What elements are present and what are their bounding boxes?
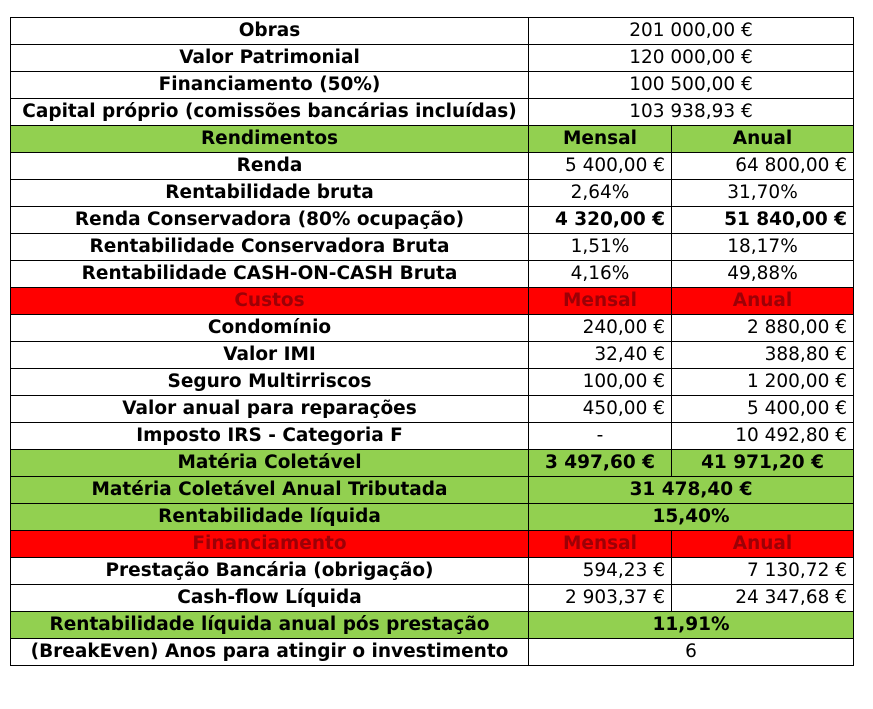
table-row [11, 72, 854, 99]
row-value: 100 500,00 € [529, 72, 854, 99]
column-header-anual: Anual [672, 288, 854, 315]
anual-value: 7 130,72 € [672, 558, 854, 585]
row-value: 31 478,40 € [529, 477, 854, 504]
table-row [11, 99, 854, 126]
anual-value: 51 840,00 € [672, 207, 854, 234]
anual-value: 1 200,00 € [672, 369, 854, 396]
mensal-value: 1,51% [529, 234, 672, 261]
anual-value: 18,17% [672, 234, 854, 261]
row-label: Rentabilidade líquida [11, 504, 529, 531]
section-header-custos [11, 288, 854, 315]
rentabilidade-liquida-row [11, 504, 854, 531]
breakeven-row [11, 639, 854, 666]
row-label: Renda [11, 153, 529, 180]
row-label: Rentabilidade Conservadora Bruta [11, 234, 529, 261]
section-title: Rendimentos [11, 126, 529, 153]
materia-coletavel-anual-row [11, 477, 854, 504]
anual-value: 24 347,68 € [672, 585, 854, 612]
row-label: Matéria Coletável Anual Tributada [11, 477, 529, 504]
column-header-mensal: Mensal [529, 126, 672, 153]
section-header-rendimentos [11, 126, 854, 153]
anual-value: 31,70% [672, 180, 854, 207]
row-label: Prestação Bancária (obrigação) [11, 558, 529, 585]
table-row [11, 585, 854, 612]
mensal-value: 5 400,00 € [529, 153, 672, 180]
table-row [11, 18, 854, 45]
table-row [11, 261, 854, 288]
anual-value: 10 492,80 € [672, 423, 854, 450]
mensal-value: 2,64% [529, 180, 672, 207]
column-header-anual: Anual [672, 126, 854, 153]
table-row [11, 423, 854, 450]
table-row [11, 234, 854, 261]
mensal-value: 4 320,00 € [529, 207, 672, 234]
anual-value: 388,80 € [672, 342, 854, 369]
row-label: Seguro Multirriscos [11, 369, 529, 396]
mensal-value: 32,40 € [529, 342, 672, 369]
row-label: Cash-flow Líquida [11, 585, 529, 612]
row-label: (BreakEven) Anos para atingir o investimento [11, 639, 529, 666]
row-label: Valor Patrimonial [11, 45, 529, 72]
mensal-value: 240,00 € [529, 315, 672, 342]
row-label: Valor anual para reparações [11, 396, 529, 423]
anual-value: 2 880,00 € [672, 315, 854, 342]
table-row [11, 45, 854, 72]
section-title: Custos [11, 288, 529, 315]
section-title: Financiamento [11, 531, 529, 558]
anual-value: 49,88% [672, 261, 854, 288]
row-value: 11,91% [529, 612, 854, 639]
row-label: Condomínio [11, 315, 529, 342]
mensal-value: 100,00 € [529, 369, 672, 396]
row-label: Rentabilidade CASH-ON-CASH Bruta [11, 261, 529, 288]
row-label: Capital próprio (comissões bancárias incluídas) [11, 99, 529, 126]
column-header-anual: Anual [672, 531, 854, 558]
row-value: 15,40% [529, 504, 854, 531]
investment-table [10, 17, 854, 666]
row-label: Matéria Coletável [11, 450, 529, 477]
row-label: Imposto IRS - Categoria F [11, 423, 529, 450]
section-header-financiamento [11, 531, 854, 558]
row-value: 120 000,00 € [529, 45, 854, 72]
table-row [11, 558, 854, 585]
table-row [11, 180, 854, 207]
anual-value: 41 971,20 € [672, 450, 854, 477]
row-label: Renda Conservadora (80% ocupação) [11, 207, 529, 234]
mensal-value: 4,16% [529, 261, 672, 288]
row-label: Financiamento (50%) [11, 72, 529, 99]
row-value: 103 938,93 € [529, 99, 854, 126]
table-row [11, 153, 854, 180]
anual-value: 64 800,00 € [672, 153, 854, 180]
rentabilidade-pos-prestacao-row [11, 612, 854, 639]
column-header-mensal: Mensal [529, 288, 672, 315]
row-label: Rentabilidade bruta [11, 180, 529, 207]
mensal-value: 2 903,37 € [529, 585, 672, 612]
mensal-value: 450,00 € [529, 396, 672, 423]
row-value: 6 [529, 639, 854, 666]
mensal-value: - [529, 423, 672, 450]
row-label: Rentabilidade líquida anual pós prestação [11, 612, 529, 639]
column-header-mensal: Mensal [529, 531, 672, 558]
materia-coletavel-row [11, 450, 854, 477]
table-row [11, 342, 854, 369]
table-row [11, 396, 854, 423]
mensal-value: 3 497,60 € [529, 450, 672, 477]
row-value: 201 000,00 € [529, 18, 854, 45]
anual-value: 5 400,00 € [672, 396, 854, 423]
row-label: Valor IMI [11, 342, 529, 369]
mensal-value: 594,23 € [529, 558, 672, 585]
row-label: Obras [11, 18, 529, 45]
table-row [11, 315, 854, 342]
table-row [11, 369, 854, 396]
table-row [11, 207, 854, 234]
